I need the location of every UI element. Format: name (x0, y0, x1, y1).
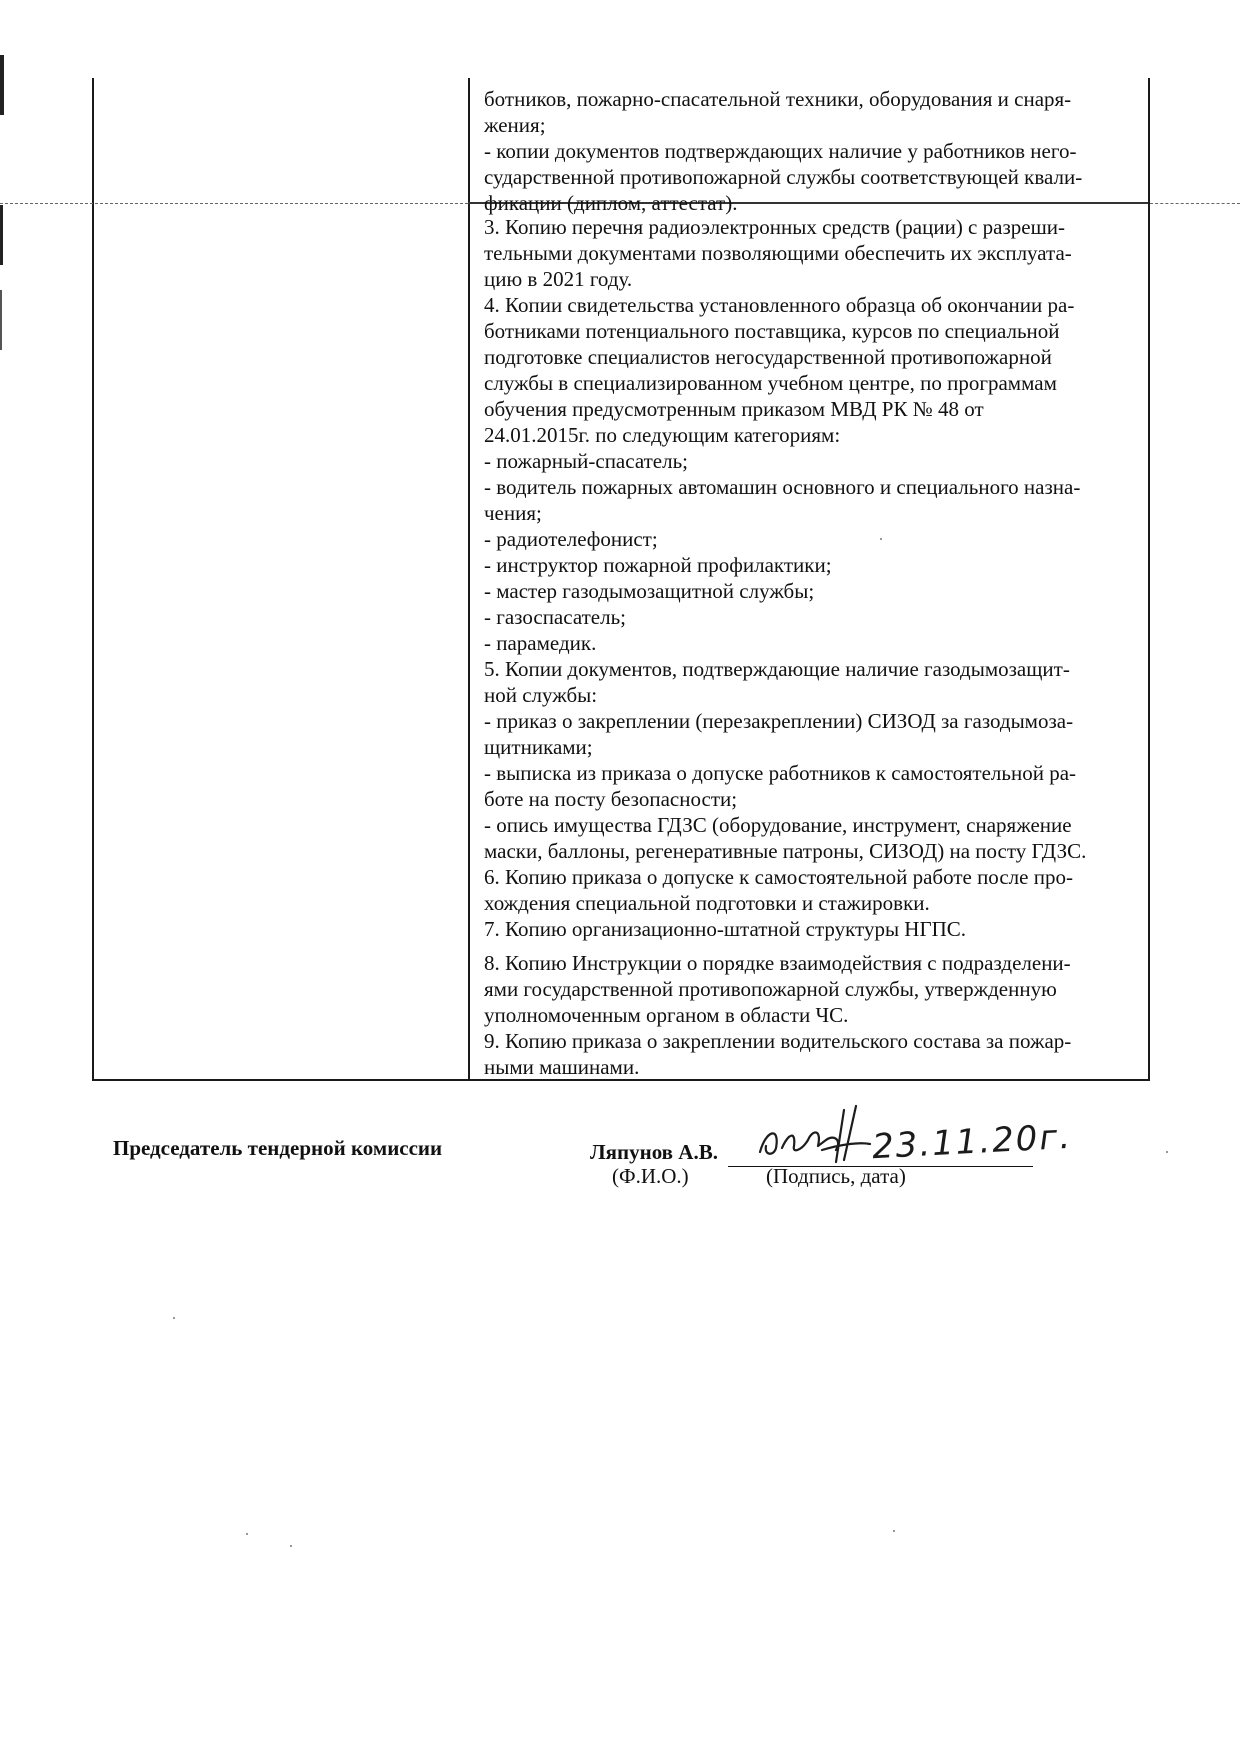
text-line: уполномоченным органом в области ЧС. (484, 1003, 849, 1027)
name-caption: (Ф.И.О.) (612, 1164, 689, 1188)
text-line: ными машинами. (484, 1055, 640, 1079)
text-line: обучения предусмотренным приказом МВД РК № 48 от (484, 397, 984, 421)
scan-speck (290, 1545, 292, 1547)
text-line: - выписка из приказа о допуске работников к самостоятельной ра- (484, 761, 1077, 785)
scan-speck (1166, 1151, 1168, 1153)
row2-cell-text-continued (484, 950, 1144, 1080)
row2-cell-text (484, 214, 1144, 942)
text-line: чения; (484, 501, 542, 525)
text-line: тельными документами позволяющими обеспечить их эксплуата- (484, 241, 1072, 265)
text-line: боте на посту безопасности; (484, 787, 738, 811)
text-line: фикации (диплом, аттестат). (484, 191, 738, 215)
handwritten-signature (752, 1100, 877, 1170)
text-line: - копии документов подтверждающих наличие у работников него- (484, 139, 1077, 163)
text-line: - газоспасатель; (484, 605, 626, 629)
text-line: - радиотелефонист; (484, 527, 658, 551)
table-right-border (1148, 78, 1150, 1080)
text-line: сударственной противопожарной службы соответствующей квали- (484, 165, 1083, 189)
text-line: 9. Копию приказа о закреплении водительского состава за пожар- (484, 1029, 1072, 1053)
signatory-role: Председатель тендерной комиссии (113, 1136, 443, 1160)
text-line: 4. Копии свидетельства установленного образца об окончании ра- (484, 293, 1075, 317)
scan-speck (893, 1530, 895, 1532)
scan-margin-mark (0, 290, 2, 350)
text-line: - парамедик. (484, 631, 597, 655)
text-line: - пожарный-спасатель; (484, 449, 688, 473)
text-line: ями государственной противопожарной службы, утвержденную (484, 977, 1057, 1001)
text-line: - мастер газодымозащитной службы; (484, 579, 815, 603)
text-line: 7. Копию организационно-штатной структуры НГПС. (484, 917, 967, 941)
row-divider-extension (1150, 203, 1240, 204)
text-line: 6. Копию приказа о допуске к самостоятельной работе после про- (484, 865, 1073, 889)
scan-speck (173, 1317, 175, 1319)
text-line: жения; (484, 113, 546, 137)
handwritten-date: 23.11.20г. (871, 1116, 1073, 1168)
scan-speck (880, 538, 882, 540)
row-divider-left (0, 203, 468, 204)
text-line: 8. Копию Инструкции о порядке взаимодействия с подразделени- (484, 951, 1071, 975)
signatory-name: Ляпунов А.В. (590, 1140, 718, 1164)
text-line: подготовке специалистов негосударственной противопожарной (484, 345, 1052, 369)
signature-caption: (Подпись, дата) (766, 1164, 906, 1188)
scan-margin-mark (0, 205, 3, 265)
text-line: - опись имущества ГДЗС (оборудование, инструмент, снаряжение (484, 813, 1072, 837)
scan-speck (246, 1533, 248, 1535)
text-line: - водитель пожарных автомашин основного и специального назна- (484, 475, 1081, 499)
table-left-border (92, 78, 94, 1080)
text-line: ботников, пожарно-спасательной техники, оборудования и снаря- (484, 87, 1072, 111)
text-line: щитниками; (484, 735, 593, 759)
text-line: 24.01.2015г. по следующим категориям: (484, 423, 841, 447)
row1-cell-text (484, 86, 1144, 216)
text-line: хождения специальной подготовки и стажировки. (484, 891, 930, 915)
text-line: 3. Копию перечня радиоэлектронных средств (рации) с разреши- (484, 215, 1065, 239)
text-line: службы в специализированном учебном центре, по программам (484, 371, 1057, 395)
text-line: ботниками потенциального поставщика, курсов по специальной (484, 319, 1060, 343)
text-line: ной службы: (484, 683, 598, 707)
scan-margin-mark (0, 55, 4, 115)
table-column-divider (468, 78, 470, 1080)
text-line: цию в 2021 году. (484, 267, 633, 291)
text-line: - инструктор пожарной профилактики; (484, 553, 832, 577)
text-line: - приказ о закреплении (перезакреплении) СИЗОД за газодымоза- (484, 709, 1074, 733)
text-line: 5. Копии документов, подтверждающие наличие газодымозащит- (484, 657, 1070, 681)
text-line: маски, баллоны, регенеративные патроны, СИЗОД) на посту ГДЗС. (484, 839, 1087, 863)
